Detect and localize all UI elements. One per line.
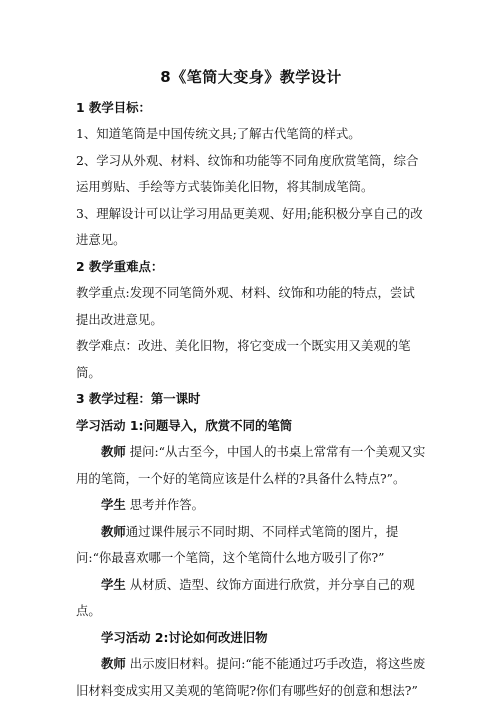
role-label: 教师 bbox=[101, 523, 126, 539]
activity-title: 学习活动 1:问题导入，欣赏不同的笔筒 bbox=[76, 417, 293, 433]
teacher-paragraph bbox=[76, 439, 426, 492]
objective-item: 1、知道笔筒是中国传统文具;了解古代笔筒的样式。 bbox=[76, 126, 361, 141]
activity-title: 学习活动 2:讨论如何改进旧物 bbox=[101, 629, 268, 645]
section-heading-process: 3 教学过程：第一课时 bbox=[76, 391, 201, 406]
student-paragraph bbox=[76, 492, 426, 519]
paragraph-text: 出示废旧材料。提问:“能不能通过巧手改造，将这些废旧材料变成实用又美观的笔筒呢?你们有哪些好的创意和想法?” bbox=[76, 656, 426, 698]
paragraph-text: 从材质、造型、纹饰方面进行欣赏，并分享自己的观点。 bbox=[76, 576, 415, 618]
document-title: 8《笔筒大变身》教学设计 bbox=[160, 68, 342, 86]
role-label: 学生 bbox=[101, 576, 126, 592]
student-paragraph bbox=[76, 572, 426, 625]
key-point-text: 教学重点:发现不同笔筒外观、材料、纹饰和功能的特点，尝试提出改进意见。 bbox=[76, 285, 415, 327]
role-label: 学生 bbox=[101, 497, 126, 512]
section-heading-key-points: 2 教学重难点： bbox=[76, 258, 164, 274]
section-heading-objectives: 1 教学目标： bbox=[76, 99, 151, 115]
objective-item: 3、理解设计可以让学习用品更美观、好用;能积极分享自己的改进意见。 bbox=[76, 205, 423, 247]
paragraph-text: 提问:“从古至今，中国人的书桌上常常有一个美观又实用的笔筒，一个好的笔筒应该是什么样的?具备什么特点?”。 bbox=[76, 444, 426, 486]
difficulty-text: 教学难点：改进、美化旧物，将它变成一个既实用又美观的笔筒。 bbox=[76, 338, 411, 380]
role-label: 教师 bbox=[101, 444, 126, 459]
teacher-paragraph bbox=[76, 519, 426, 572]
paragraph-text: 思考并作答。 bbox=[125, 497, 205, 512]
objective-item: 2、学习从外观、材料、纹饰和功能等不同角度欣赏笔筒，综合运用剪贴、手绘等方式装饰美化旧物，将其制成笔筒。 bbox=[76, 152, 419, 194]
role-label: 教师 bbox=[101, 656, 126, 671]
paragraph-text: 通过课件展示不同时期、不同样式笔筒的图片，提问:“你最喜欢哪一个笔筒，这个笔筒什么地方吸引了你?” bbox=[76, 523, 399, 565]
teacher-paragraph bbox=[76, 651, 426, 704]
